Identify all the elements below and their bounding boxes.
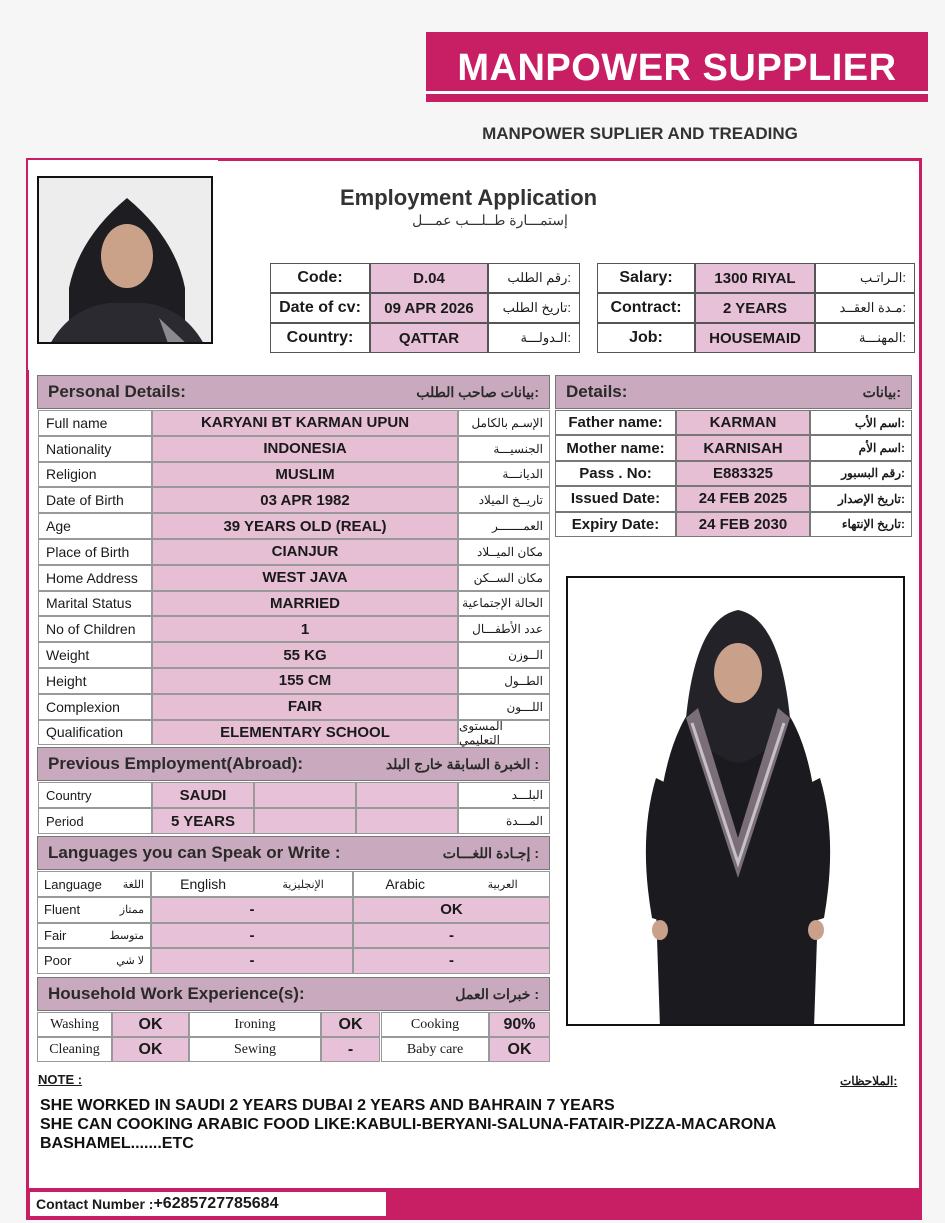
note-line-2: SHE CAN COOKING ARABIC FOOD LIKE:KABULI-BERYANI-SALUNA-FATAIR-PIZZA-MACARONA xyxy=(40,1116,777,1133)
details-row-label: Father name: xyxy=(555,410,676,435)
household-task-label: Washing xyxy=(37,1012,112,1037)
household-task-label: Ironing xyxy=(189,1012,321,1037)
personal-row-value: FAIR xyxy=(152,694,458,720)
date-label-arabic: تاريخ الطلب: xyxy=(488,293,580,323)
personal-row-arabic: الــوزن xyxy=(458,642,550,668)
contact-number-box xyxy=(30,1192,386,1216)
prev-period-label: Period xyxy=(38,808,152,834)
household-task-value: OK xyxy=(112,1037,189,1062)
household-task-label: Cleaning xyxy=(37,1037,112,1062)
personal-row-value: CIANJUR xyxy=(152,539,458,565)
english-header xyxy=(151,871,353,897)
note-label: NOTE : xyxy=(38,1072,83,1087)
details-heading xyxy=(555,375,912,409)
personal-row-arabic: مكان الســكن xyxy=(458,565,550,591)
personal-row-label: Home Address xyxy=(38,565,152,591)
language-level-text-arabic: لا شي xyxy=(116,955,144,968)
household-title-arabic: خبرات العمل : xyxy=(455,985,539,1002)
details-row-value: KARNISAH xyxy=(676,435,810,460)
details-row-arabic: اسم الأم: xyxy=(810,435,912,460)
country-label: Country: xyxy=(270,323,370,353)
personal-row-label: Place of Birth xyxy=(38,539,152,565)
personal-row-label: Age xyxy=(38,513,152,539)
personal-row-label: Height xyxy=(38,668,152,694)
salary-label-arabic: الـراتـب: xyxy=(815,263,915,293)
language-level-label xyxy=(37,923,151,949)
previous-employment-heading xyxy=(37,747,550,781)
previous-employment-title-arabic: الخبرة السابقة خارج البلد : xyxy=(385,755,539,772)
note-label-arabic: الملاحظات: xyxy=(840,1074,898,1088)
personal-row-value: MARRIED xyxy=(152,591,458,617)
language-header-label xyxy=(37,871,151,897)
code-value: D.04 xyxy=(370,263,488,293)
personal-row-value: 155 CM xyxy=(152,668,458,694)
arabic-level-value: - xyxy=(353,948,550,974)
personal-details-heading xyxy=(37,375,550,409)
household-task-value: OK xyxy=(489,1037,550,1062)
details-row-label: Issued Date: xyxy=(555,486,676,511)
country-label-arabic: الـدولـــة: xyxy=(488,323,580,353)
prev-period-value: 5 YEARS xyxy=(152,808,254,834)
personal-row-label: Marital Status xyxy=(38,591,152,617)
personal-row-arabic: الطــول xyxy=(458,668,550,694)
details-row-value: 24 FEB 2030 xyxy=(676,512,810,537)
details-title-arabic: بيانات: xyxy=(862,383,901,400)
personal-row-value: MUSLIM xyxy=(152,462,458,488)
arabic-level-value: OK xyxy=(353,897,550,923)
details-row-arabic: تاريخ الإنتهاء: xyxy=(810,512,912,537)
details-row-arabic: اسم الأب: xyxy=(810,410,912,435)
personal-row-arabic: تاريــخ الميلاد xyxy=(458,487,550,513)
note-line-3: BASHAMEL.......ETC xyxy=(40,1135,194,1152)
personal-row-arabic: الجنسيـــة xyxy=(458,436,550,462)
personal-row-arabic: عدد الأطفـــال xyxy=(458,616,550,642)
contract-value: 2 YEARS xyxy=(695,293,815,323)
english-level-value: - xyxy=(151,948,353,974)
prev-period-arabic: المـــدة xyxy=(458,808,550,834)
details-row-label: Expiry Date: xyxy=(555,512,676,537)
personal-row-value: ELEMENTARY SCHOOL xyxy=(152,720,458,746)
prev-country-blank-2 xyxy=(356,782,458,808)
details-row-value: 24 FEB 2025 xyxy=(676,486,810,511)
personal-row-arabic: المستوى التعليمي xyxy=(458,720,550,746)
english-level-value: - xyxy=(151,897,353,923)
language-level-label xyxy=(37,948,151,974)
household-task-value: 90% xyxy=(489,1012,550,1037)
personal-row-label: Qualification xyxy=(38,720,152,746)
personal-row-value: 39 YEARS OLD (REAL) xyxy=(152,513,458,539)
job-label-arabic: المهنـــة: xyxy=(815,323,915,353)
contact-number: +6285727785684 xyxy=(153,1195,279,1212)
language-level-text: Fluent xyxy=(44,902,81,918)
household-task-value: OK xyxy=(321,1012,380,1037)
job-label: Job: xyxy=(597,323,695,353)
personal-row-label: Nationality xyxy=(38,436,152,462)
prev-country-blank-1 xyxy=(254,782,356,808)
personal-row-label: Date of Birth xyxy=(38,487,152,513)
prev-country-arabic: البلـــد xyxy=(458,782,550,808)
personal-row-arabic: الإسـم بالكامل xyxy=(458,410,550,436)
code-label: Code: xyxy=(270,263,370,293)
english-label-arabic: الإنجليزية xyxy=(282,878,324,891)
details-row-arabic: تاريخ الإصدار: xyxy=(810,486,912,511)
arabic-level-value: - xyxy=(353,923,550,949)
household-heading xyxy=(37,977,550,1011)
form-title: Employment Application xyxy=(340,185,598,210)
household-task-value: - xyxy=(321,1037,380,1062)
date-label: Date of cv: xyxy=(270,293,370,323)
prev-country-label: Country xyxy=(38,782,152,808)
language-level-text: Fair xyxy=(44,927,67,943)
country-value: QATTAR xyxy=(370,323,488,353)
language-level-text-arabic: ممتاز xyxy=(119,904,144,917)
english-level-value: - xyxy=(151,923,353,949)
arabic-label: Arabic xyxy=(385,876,425,892)
personal-row-label: Religion xyxy=(38,462,152,488)
household-task-label: Sewing xyxy=(189,1037,321,1062)
personal-row-value: KARYANI BT KARMAN UPUN xyxy=(152,410,458,436)
job-value: HOUSEMAID xyxy=(695,323,815,353)
personal-details-title: Personal Details: xyxy=(48,382,186,401)
household-task-label: Cooking xyxy=(381,1012,489,1037)
personal-row-value: INDONESIA xyxy=(152,436,458,462)
personal-details-title-arabic: بيانات صاحب الطلب: xyxy=(416,383,539,400)
language-header-text: Language xyxy=(44,876,102,892)
personal-row-arabic: اللـــون xyxy=(458,694,550,720)
prev-period-blank-1 xyxy=(254,808,356,834)
household-title: Household Work Experience(s): xyxy=(48,984,305,1003)
contact-label: Contact Number : xyxy=(36,1196,154,1212)
personal-row-label: Weight xyxy=(38,642,152,668)
languages-title-arabic: إجـادة اللغـــات : xyxy=(442,844,539,861)
arabic-header xyxy=(353,871,550,897)
company-subtitle: MANPOWER SUPLIER AND TREADING xyxy=(482,124,798,143)
personal-row-label: No of Children xyxy=(38,616,152,642)
details-title: Details: xyxy=(566,382,628,401)
salary-value: 1300 RIYAL xyxy=(695,263,815,293)
date-value: 09 APR 2026 xyxy=(370,293,488,323)
details-row-value: KARMAN xyxy=(676,410,810,435)
personal-row-value: 03 APR 1982 xyxy=(152,487,458,513)
personal-row-label: Full name xyxy=(38,410,152,436)
company-title: MANPOWER SUPPLIER xyxy=(426,44,928,94)
prev-country-value: SAUDI xyxy=(152,782,254,808)
note-line-1: SHE WORKED IN SAUDI 2 YEARS DUBAI 2 YEARS AND BAHRAIN 7 YEARS xyxy=(40,1097,615,1114)
contract-label-arabic: مـدة العقــد: xyxy=(815,293,915,323)
household-task-label: Baby care xyxy=(381,1037,489,1062)
prev-period-blank-2 xyxy=(356,808,458,834)
language-level-label xyxy=(37,897,151,923)
english-label: English xyxy=(180,876,227,892)
salary-label: Salary: xyxy=(597,263,695,293)
details-row-label: Pass . No: xyxy=(555,461,676,486)
household-task-value: OK xyxy=(112,1012,189,1037)
languages-title: Languages you can Speak or Write : xyxy=(48,843,341,862)
languages-heading xyxy=(37,836,550,870)
personal-row-value: 55 KG xyxy=(152,642,458,668)
details-row-value: E883325 xyxy=(676,461,810,486)
code-label-arabic: رقم الطلب: xyxy=(488,263,580,293)
language-level-text: Poor xyxy=(44,953,72,969)
details-row-label: Mother name: xyxy=(555,435,676,460)
language-header-text-arabic: اللغة xyxy=(122,878,144,891)
portrait-photo xyxy=(37,176,213,344)
personal-row-value: 1 xyxy=(152,616,458,642)
personal-row-arabic: الديانـــة xyxy=(458,462,550,488)
details-row-arabic: رقم البسبور: xyxy=(810,461,912,486)
personal-row-value: WEST JAVA xyxy=(152,565,458,591)
contract-label: Contract: xyxy=(597,293,695,323)
previous-employment-title: Previous Employment(Abroad): xyxy=(48,754,304,773)
language-level-text-arabic: متوسط xyxy=(109,929,144,942)
personal-row-arabic: الحالة الإجتماعية xyxy=(458,591,550,617)
form-title-arabic: إستمـــارة طــلـــب عمـــل xyxy=(412,212,568,228)
arabic-label-arabic: العربية xyxy=(487,878,518,891)
personal-row-label: Complexion xyxy=(38,694,152,720)
personal-row-arabic: مكان الميــلاد xyxy=(458,539,550,565)
personal-row-arabic: العمـــــــر xyxy=(458,513,550,539)
full-body-photo xyxy=(566,576,905,1026)
